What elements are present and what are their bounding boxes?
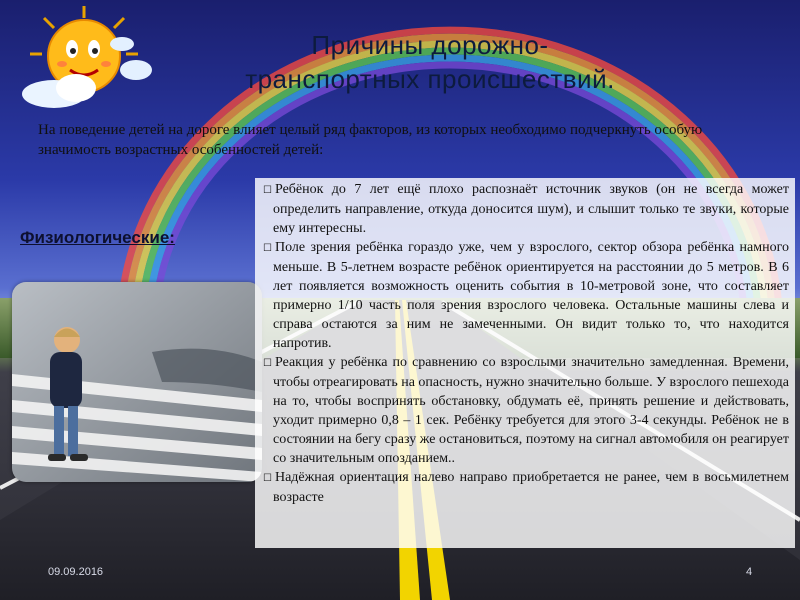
slide-title-line-2: транспортных происшествий. <box>245 64 615 94</box>
photo-illustration <box>12 282 262 482</box>
section-label: Физиологические: <box>20 228 175 247</box>
slide-title-line-1: Причины дорожно- <box>311 30 549 60</box>
checkbox-bullet-icon: ☐ <box>263 473 272 484</box>
child-crossing-photo <box>12 282 262 482</box>
checkbox-bullet-icon: ☐ <box>263 243 272 254</box>
checkbox-bullet-icon: ☐ <box>263 185 272 196</box>
list-item <box>261 468 789 507</box>
list-item <box>261 353 789 468</box>
text-panel <box>255 178 795 548</box>
intro-text: На поведение детей на дороге влияет целый ряд факторов, из которых необходимо подчеркнуть особую значимость возрастных особенностей детей: <box>38 122 703 158</box>
slide-title <box>140 28 720 96</box>
checkbox-bullet-icon: ☐ <box>263 358 272 369</box>
bullet-text: Надёжная ориентация налево направо приобретается не ранее, чем в восьмилетнем возрасте <box>273 470 789 505</box>
list-item <box>261 180 789 238</box>
bullet-text: Реакция у ребёнка по сравнению со взрослыми значительно замедленная. Времени, чтобы отреагировать на опасность, нужно значительно больше. У взрослого пешехода на то, чтобы воспринять обстановку, обдумать её, принять решение и действовать, уходит примерно 0,8 – 1 сек. Ребёнку требуется для этого 3-4 секунды. Ребёнок не в состоянии на бегу сразу же остановиться, поэтому на сигнал автомобиля он реагирует со значительным опозданием.. <box>273 355 789 466</box>
bullet-text: Поле зрения ребёнка гораздо уже, чем у взрослого, сектор обзора ребёнка намного меньше. В 5-летнем возрасте ребёнок ориентируется на расстоянии до 5 метров. В 6 лет появляется возможность оценить события в 10-метровой зоне, что составляет примерно 1/10 часть поля зрения взрослого человека. Остальные машины слева и справа остаются за ним не замеченными. Он видит только то, что находится напротив. <box>273 240 789 351</box>
list-item <box>261 238 789 353</box>
page-number: 4 <box>746 566 753 578</box>
bullet-list <box>255 178 795 507</box>
sun-cartoon-icon <box>14 4 154 114</box>
footer-date: 09.09.2016 <box>48 566 104 578</box>
bullet-text: Ребёнок до 7 лет ещё плохо распознаёт источник звуков (он не всегда может определить направление, откуда доносится шум), и слышит только те звуки, которые ему интересны. <box>273 182 789 236</box>
